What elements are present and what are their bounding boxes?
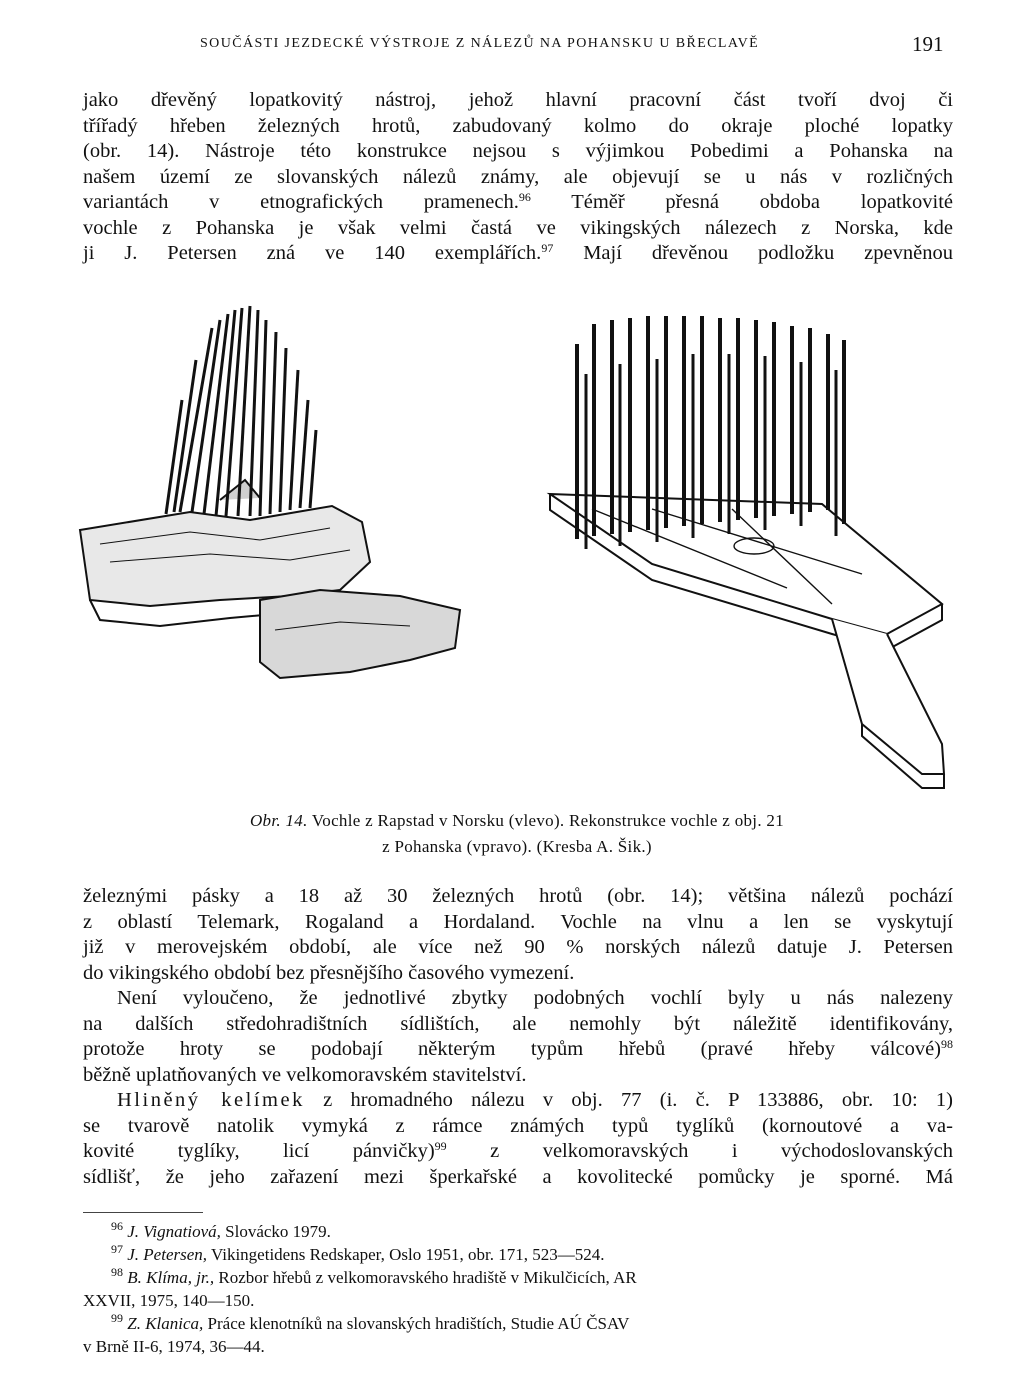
footnote-ref: 96 [518, 190, 531, 204]
footnote: $^{97}$ J. Petersen, Vikingetidens Redskaper, Oslo 1951, obr. 171, 523—524. [111, 1242, 605, 1264]
spaced-term: Hliněný kelímek [117, 1089, 305, 1111]
text-line: ji J. Petersen zná ve 140 exemplářích.$^{97}$ Mají dřevěnou podložku zpevněnou [83, 241, 953, 264]
text-line: protože hroty se podobají některým typům hřebů (pravé hřeby válcové)$^{98}$ [83, 1037, 953, 1060]
caption-label: Obr. 14. [249, 811, 308, 830]
text-line: na dalších středohradištních sídlištích, ale nemohly být náležitě identifikovány, [83, 1012, 953, 1035]
text-line: variantách v etnografických pramenech.$^{96}$ Téměř přesná obdoba lopatkovité [83, 190, 953, 213]
figure-caption [132, 808, 902, 860]
text-line: do vikingského období bez přesnějšího časového vymezení. [83, 961, 575, 984]
text-line: se tvarově natolik vymyká z rámce známých typů tyglíků (kornoutové a va- [83, 1114, 953, 1137]
footnote-continuation: v Brně II-6, 1974, 36—44. [83, 1337, 265, 1356]
top-paragraph [83, 88, 953, 267]
footnote: $^{96}$ J. Vignatiová, Slovácko 1979. [111, 1219, 331, 1241]
footnote: $^{99}$ Z. Klanica, Práce klenotníků na slovanských hradištích, Studie AÚ ČSAV [111, 1311, 630, 1333]
hackle-reconstruction-illustration [532, 304, 962, 824]
paragraph-4 [83, 1088, 953, 1190]
text-line: Není vyloučeno, že jednotlivé zbytky podobných vochlí byly u nás nalezeny [117, 987, 953, 1009]
text-line: jako dřevěný lopatkovitý nástroj, jehož hlavní pracovní část tvoří dvoj či [83, 89, 953, 111]
text-line: sídlišť, že jeho zařazení mezi šperkařské a kovolitecké pomůcky je sporné. Má [83, 1165, 953, 1188]
text-line: třířadý hřeben železných hrotů, zabudovaný kolmo do okraje ploché lopatky [83, 114, 953, 137]
text-line: z oblastí Telemark, Rogaland a Hordaland. Vochle na vlnu a len se vyskytují [83, 910, 953, 933]
running-head: SOUČÁSTI JEZDECKÉ VÝSTROJE Z NÁLEZŮ NA POHANSKU U BŘECLAVĚ [200, 36, 760, 51]
text-line: již v merovejském období, ale více než 90 % norských nálezů datuje J. Petersen [83, 936, 953, 958]
caption-line: Obr. 14. Vochle z Rapstad v Norsku (vlevo). Rekonstrukce vochle z obj. 21 [249, 811, 785, 830]
footnote-ref: 97 [541, 241, 554, 255]
text-line: běžně uplatňovaných ve velkomoravském stavitelství. [83, 1063, 527, 1086]
text-line: kovité tyglíky, licí pánvičky)$^{99}$ z velkomoravských i východoslovanských [83, 1139, 954, 1162]
footnote-ref: 99 [434, 1139, 447, 1153]
text-line: Hliněný kelímek z hromadného nálezu v obj. 77 (i. č. P 133886, obr. 10: 1) [117, 1089, 953, 1111]
paragraph-2 [83, 884, 953, 986]
page-number: 191 [912, 32, 944, 56]
footnote-divider [83, 1212, 203, 1213]
text-line: našem území ze slovanských nálezů známy, ale objevují se u nás v rozličných [83, 165, 953, 188]
footnote: $^{98}$ B. Klíma, jr., Rozbor hřebů z velkomoravského hradiště v Mikulčicích, AR [111, 1265, 637, 1287]
caption-line: z Pohanska (vpravo). (Kresba A. Šik.) [382, 837, 652, 856]
text-line: železnými pásky a 18 až 30 železných hrotů (obr. 14); většina nálezů pochází [83, 885, 953, 907]
hackle-find-illustration [70, 300, 480, 720]
text-line: (obr. 14). Nástroje této konstrukce nejsou s výjimkou Pobedimi a Pohanska na [83, 140, 953, 162]
paragraph-3 [83, 986, 953, 1088]
text-line: vochle z Pohanska je však velmi častá ve vikingských nálezech z Norska, kde [83, 216, 953, 239]
footnote-continuation: XXVII, 1975, 140—150. [83, 1291, 255, 1310]
footnotes [83, 1220, 953, 1358]
footnote-ref: 98 [941, 1037, 953, 1051]
